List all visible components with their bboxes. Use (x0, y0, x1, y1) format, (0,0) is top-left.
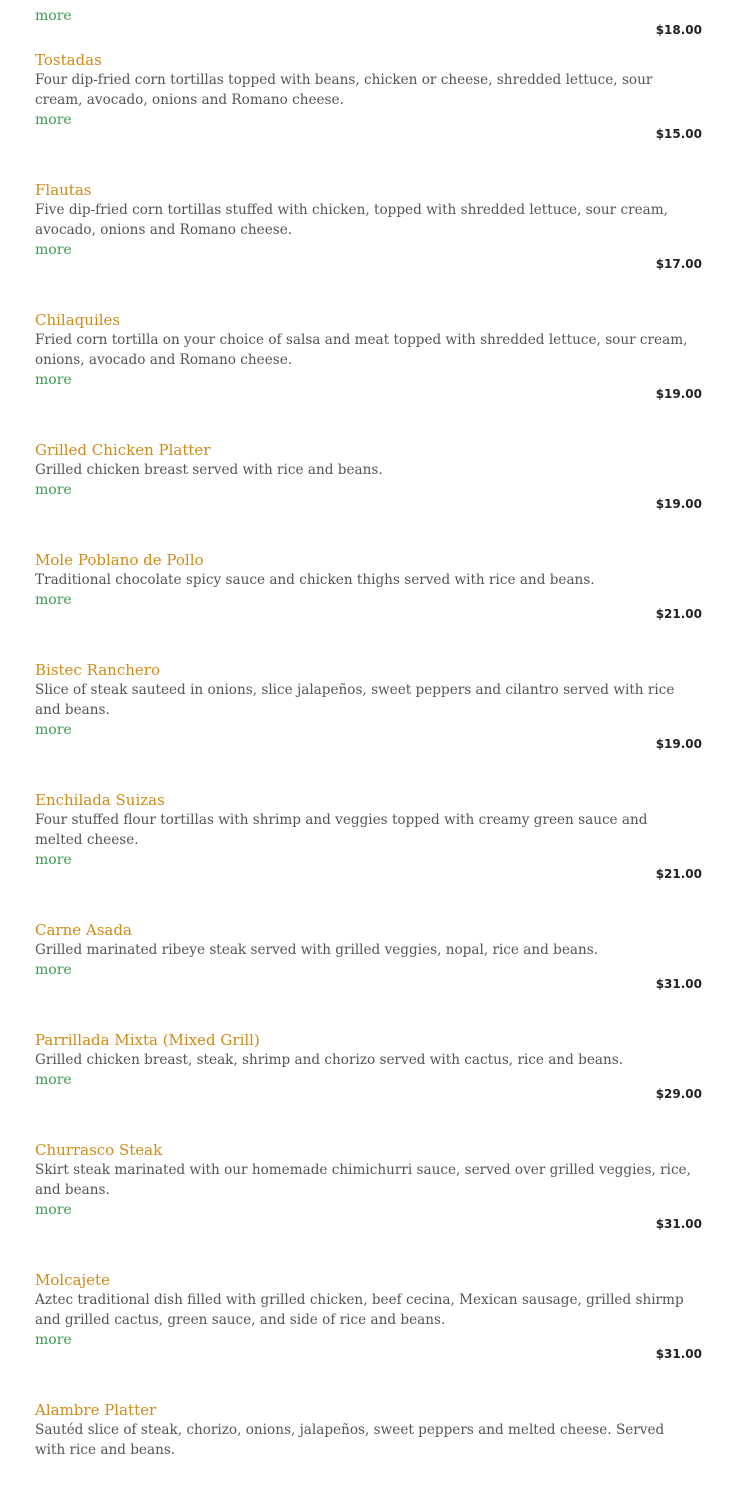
item-name: Churrasco Steak (35, 1141, 163, 1159)
item-price: $31.00 (655, 977, 702, 991)
price-row (35, 1217, 703, 1240)
menu-item (35, 1140, 703, 1240)
item-description: Grilled chicken breast served with rice and beans. (35, 462, 383, 478)
item-name: Grilled Chicken Platter (35, 441, 211, 459)
menu-item-top-partial (35, 6, 703, 46)
menu-item (35, 50, 703, 150)
menu-item (35, 1030, 703, 1110)
item-price: $21.00 (655, 867, 702, 881)
price-row (35, 257, 703, 280)
price-row (35, 497, 703, 520)
item-description: Grilled chicken breast, steak, shrimp and chorizo served with cactus, rice and beans. (35, 1052, 624, 1068)
more-link[interactable]: more (35, 1332, 72, 1348)
item-price: $31.00 (655, 1217, 702, 1231)
item-name: Mole Poblano de Pollo (35, 551, 204, 569)
price-row (35, 737, 703, 760)
item-name: Carne Asada (35, 921, 132, 939)
item-name: Chilaquiles (35, 311, 121, 329)
item-description: Aztec traditional dish filled with grilled chicken, beef cecina, Mexican sausage, grilled shirmp and grilled cactus, green sauce, and side of rice and beans. (35, 1292, 684, 1328)
menu-item (35, 310, 703, 410)
item-price: $17.00 (655, 257, 702, 271)
item-description: Slice of steak sauteed in onions, slice jalapeños, sweet peppers and cilantro served with rice and beans. (35, 682, 675, 718)
menu-item (35, 920, 703, 1000)
more-link[interactable]: more (35, 1202, 72, 1218)
price-row (35, 387, 703, 410)
menu-item (35, 180, 703, 280)
item-name: Molcajete (35, 1271, 110, 1289)
item-description: Four stuffed flour tortillas with shrimp and veggies topped with creamy green sauce and melted cheese. (35, 812, 648, 848)
item-name: Bistec Ranchero (35, 661, 160, 679)
item-price: $29.00 (655, 1087, 702, 1101)
more-link[interactable]: more (35, 962, 72, 978)
item-description: Skirt steak marinated with our homemade chimichurri sauce, served over grilled veggies, rice, and beans. (35, 1162, 691, 1198)
price-row (35, 23, 703, 46)
menu-item (35, 440, 703, 520)
item-description: Five dip-fried corn tortillas stuffed with chicken, topped with shredded lettuce, sour cream, avocado, onions and Romano cheese. (35, 202, 668, 238)
item-price: $19.00 (655, 737, 702, 751)
item-price: $19.00 (655, 387, 702, 401)
menu-item (35, 1400, 703, 1460)
item-price: $18.00 (655, 23, 702, 37)
item-price: $19.00 (655, 497, 702, 511)
menu-item (35, 550, 703, 630)
menu-item (35, 1270, 703, 1370)
item-description: Four dip-fried corn tortillas topped with beans, chicken or cheese, shredded lettuce, sour cream, avocado, onions and Romano cheese. (35, 72, 653, 108)
price-row (35, 1087, 703, 1110)
item-description: Grilled marinated ribeye steak served with grilled veggies, nopal, rice and beans. (35, 942, 599, 958)
price-row (35, 1347, 703, 1370)
more-link[interactable]: more (35, 482, 72, 498)
item-name: Alambre Platter (35, 1401, 157, 1419)
item-name: Flautas (35, 181, 92, 199)
more-link[interactable]: more (35, 242, 72, 258)
price-row (35, 867, 703, 890)
menu-item (35, 660, 703, 760)
item-name: Enchilada Suizas (35, 791, 165, 809)
more-link[interactable]: more (35, 722, 72, 738)
price-row (35, 127, 703, 150)
item-description: Sautéd slice of steak, chorizo, onions, jalapeños, sweet peppers and melted cheese. Served with rice and beans. (35, 1422, 665, 1458)
more-link[interactable]: more (35, 592, 72, 608)
item-name: Tostadas (35, 51, 102, 69)
item-name: Parrillada Mixta (Mixed Grill) (35, 1031, 260, 1049)
item-price: $15.00 (655, 127, 702, 141)
more-link[interactable]: more (35, 112, 72, 128)
price-row (35, 977, 703, 1000)
item-description: Fried corn tortilla on your choice of salsa and meat topped with shredded lettuce, sour cream, onions, avocado and Romano cheese. (35, 332, 688, 368)
more-link[interactable]: more (35, 852, 72, 868)
more-link[interactable]: more (35, 8, 72, 24)
item-price: $31.00 (655, 1347, 702, 1361)
item-price: $21.00 (655, 607, 702, 621)
more-link[interactable]: more (35, 1072, 72, 1088)
item-description: Traditional chocolate spicy sauce and chicken thighs served with rice and beans. (35, 572, 595, 588)
price-row (35, 607, 703, 630)
menu-item (35, 790, 703, 890)
more-link[interactable]: more (35, 372, 72, 388)
menu-list (35, 50, 703, 1490)
